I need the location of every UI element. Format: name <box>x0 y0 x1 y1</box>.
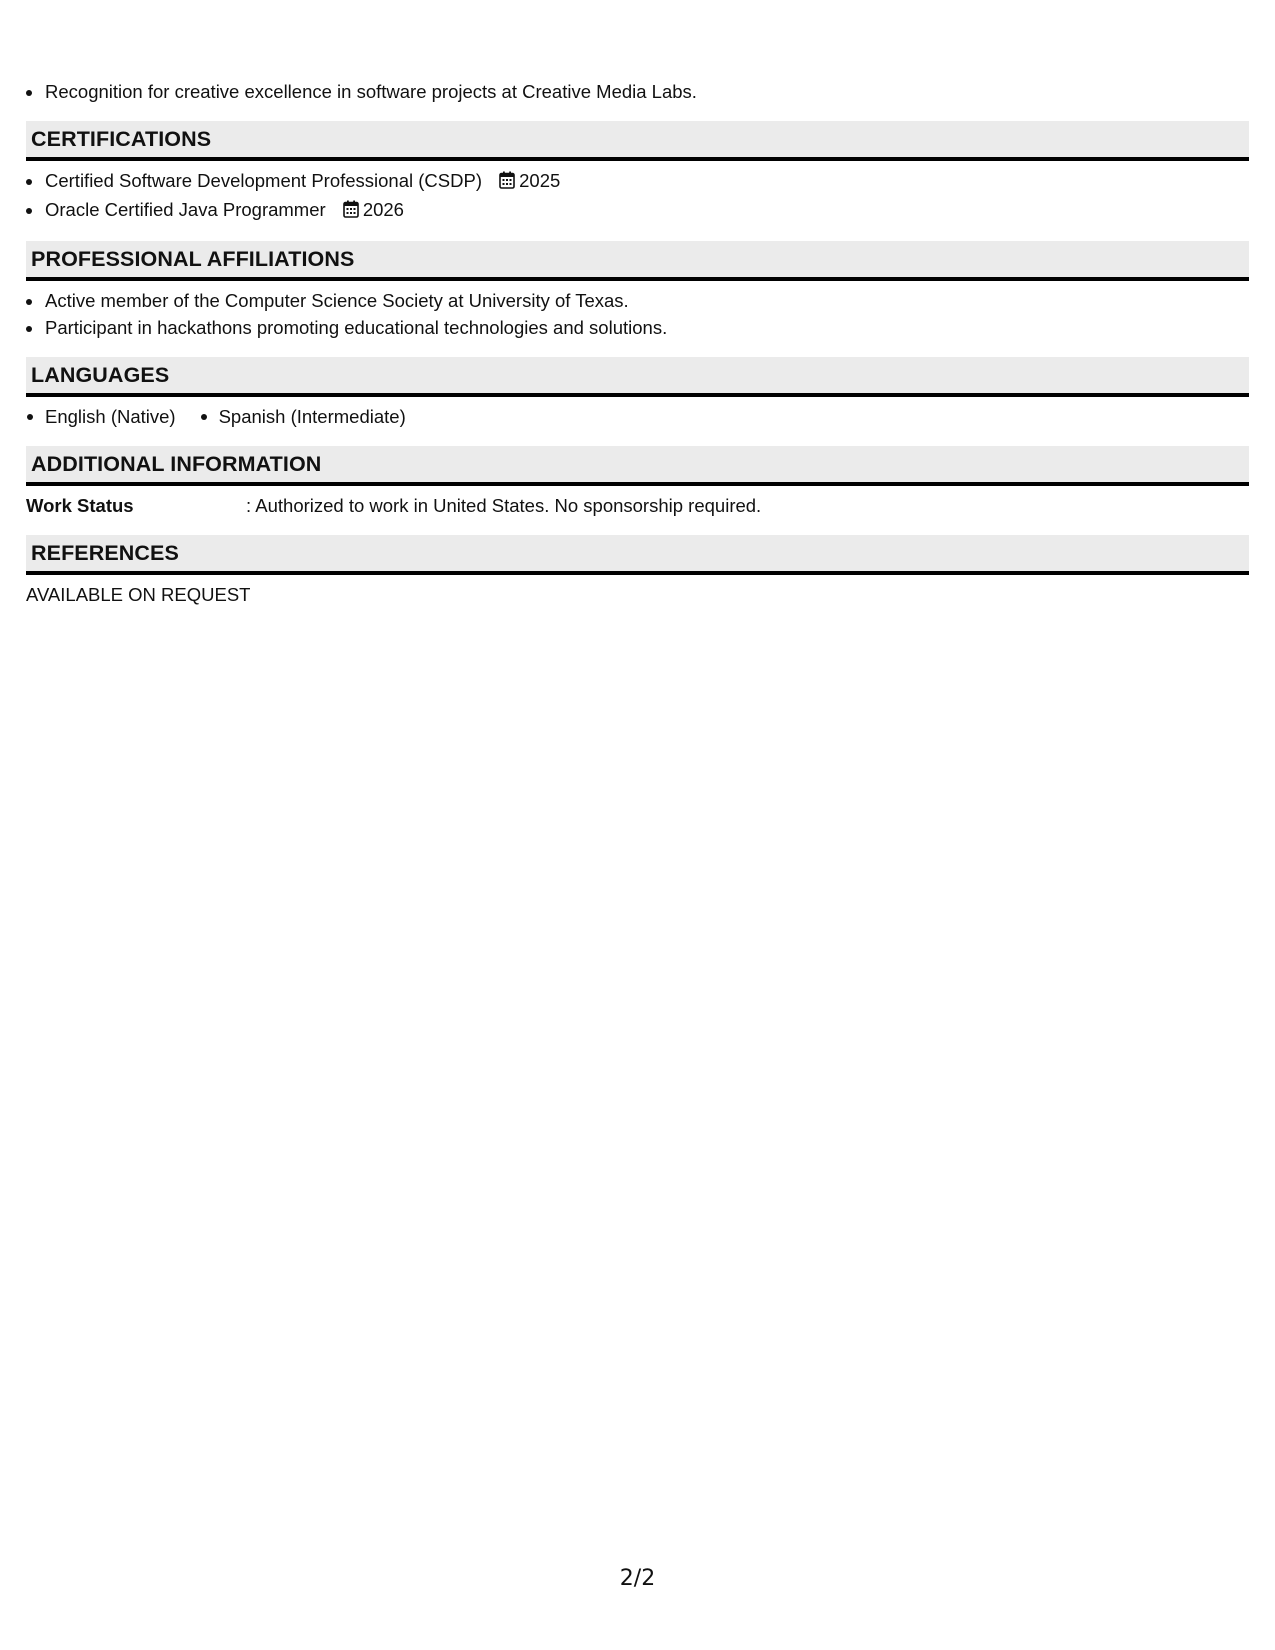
languages-section <box>26 357 1249 430</box>
certification-year: 2026 <box>362 199 404 220</box>
list-item: • Participant in hackathons promoting educational technologies and solutions. <box>44 314 1249 341</box>
work-status-value: : Authorized to work in United States. No sponsorship required. <box>246 495 762 516</box>
certifications-section <box>26 121 1249 225</box>
list-item <box>44 196 1249 225</box>
page-number: 2/2 <box>619 1566 656 1591</box>
work-status-row <box>26 492 1249 519</box>
awards-list <box>26 78 1249 105</box>
certifications-list <box>26 167 1249 225</box>
section-title: PROFESSIONAL AFFILIATIONS <box>26 241 1249 281</box>
resume-page <box>26 78 1249 608</box>
affiliations-section <box>26 241 1249 341</box>
list-item: • Active member of the Computer Science Society at University of Texas. <box>44 287 1249 314</box>
references-text: AVAILABLE ON REQUEST <box>26 584 251 605</box>
references-section <box>26 535 1249 608</box>
certification-name: Certified Software Development Professional (CSDP) <box>45 170 482 191</box>
section-title: ADDITIONAL INFORMATION <box>26 446 1249 486</box>
calendar-icon <box>499 169 515 196</box>
list-item: • Recognition for creative excellence in software projects at Creative Media Labs. <box>44 78 1249 105</box>
section-title: LANGUAGES <box>26 357 1249 397</box>
list-item: English (Native) <box>26 403 176 430</box>
additional-information-section <box>26 446 1249 519</box>
languages-list <box>26 403 1249 430</box>
work-status-label: Work Status <box>26 495 134 516</box>
affiliations-list <box>26 287 1249 341</box>
certification-name: Oracle Certified Java Programmer <box>45 199 326 220</box>
list-item: Spanish (Intermediate) <box>200 403 406 430</box>
section-title: CERTIFICATIONS <box>26 121 1249 161</box>
certification-year: 2025 <box>519 170 561 191</box>
list-item <box>44 167 1249 196</box>
calendar-icon <box>343 198 359 225</box>
section-title: REFERENCES <box>26 535 1249 575</box>
